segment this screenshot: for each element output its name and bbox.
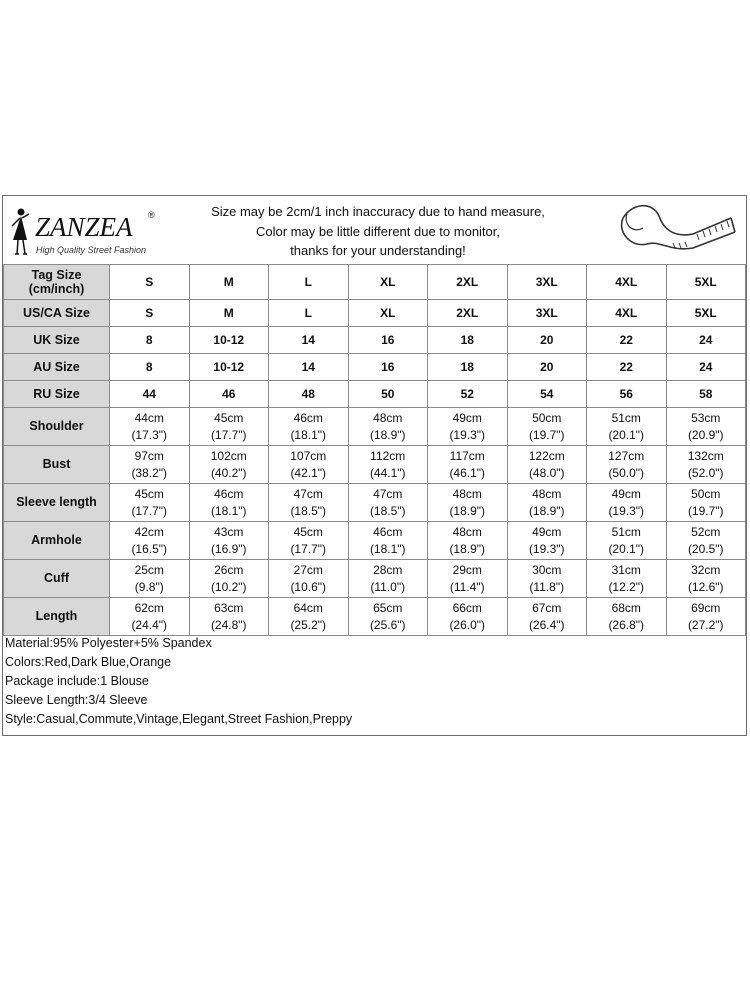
size-cell: 48 xyxy=(269,381,349,408)
size-cell: 52 xyxy=(428,381,508,408)
measure-cell xyxy=(428,408,508,446)
measure-cm: 45cm xyxy=(134,486,164,501)
measure-inch: (12.6") xyxy=(687,579,724,594)
row-label: Armhole xyxy=(4,522,110,560)
measure-cell xyxy=(348,560,428,598)
measure-cell xyxy=(666,408,746,446)
measure-inch: (52.0") xyxy=(687,465,724,480)
measure-cell xyxy=(348,598,428,636)
measure-cell xyxy=(110,408,190,446)
measure-inch: (16.5") xyxy=(131,541,168,556)
size-cell: 3XL xyxy=(507,300,587,327)
measure-cell xyxy=(348,408,428,446)
measuring-tape-icon xyxy=(613,198,743,262)
product-details xyxy=(3,634,746,729)
measure-cm: 53cm xyxy=(691,410,721,425)
measure-cm: 112cm xyxy=(370,448,406,463)
measure-inch: (18.1") xyxy=(210,503,247,518)
measure-cell xyxy=(587,560,667,598)
measure-cell xyxy=(269,446,349,484)
measure-cm: 49cm xyxy=(611,486,641,501)
brand-name: ZANZEA xyxy=(35,212,133,242)
size-cell: 2XL xyxy=(428,300,508,327)
measure-cm: 29cm xyxy=(452,562,482,577)
measure-inch: (10.6") xyxy=(290,579,327,594)
measure-inch: (10.2") xyxy=(210,579,247,594)
measure-inch: (26.8") xyxy=(608,617,645,632)
detail-package: Package include:1 Blouse xyxy=(5,674,149,688)
measure-cm: 102cm xyxy=(210,448,247,463)
row-label: Sleeve length xyxy=(4,484,110,522)
measure-inch: (20.9") xyxy=(687,427,724,442)
measure-cm: 27cm xyxy=(293,562,323,577)
size-cell: 16 xyxy=(348,327,428,354)
measure-cell xyxy=(110,484,190,522)
measure-cell xyxy=(189,522,269,560)
size-cell: 22 xyxy=(587,354,667,381)
size-cell: 4XL xyxy=(587,300,667,327)
detail-material: Material:95% Polyester+5% Spandex xyxy=(5,636,212,650)
measure-cell xyxy=(587,522,667,560)
size-cell: 5XL xyxy=(666,300,746,327)
measurement-notice xyxy=(173,202,583,261)
measure-cm: 50cm xyxy=(691,486,721,501)
measure-inch: (18.9") xyxy=(369,427,406,442)
measure-cm: 63cm xyxy=(214,600,244,615)
size-cell: 10-12 xyxy=(189,327,269,354)
measure-cell xyxy=(269,408,349,446)
measure-cm: 52cm xyxy=(691,524,721,539)
measure-cell xyxy=(666,446,746,484)
measure-cm: 49cm xyxy=(452,410,482,425)
measure-inch: (17.7") xyxy=(290,541,327,556)
chart-header xyxy=(3,196,746,265)
measure-inch: (27.2") xyxy=(687,617,724,632)
size-cell: 18 xyxy=(428,327,508,354)
measure-cell xyxy=(428,522,508,560)
measure-cell xyxy=(189,484,269,522)
measure-cell xyxy=(189,446,269,484)
measure-inch: (19.3") xyxy=(608,503,645,518)
size-cell: 8 xyxy=(110,354,190,381)
measure-cm: 43cm xyxy=(214,524,244,539)
size-cell: 18 xyxy=(428,354,508,381)
measure-cm: 51cm xyxy=(611,524,641,539)
measure-inch: (25.6") xyxy=(369,617,406,632)
measure-cm: 48cm xyxy=(452,524,482,539)
table-row xyxy=(4,354,746,381)
measure-inch: (25.2") xyxy=(290,617,327,632)
measure-cell xyxy=(666,522,746,560)
measure-cell xyxy=(428,446,508,484)
size-cell: S xyxy=(110,300,190,327)
registered-mark: ® xyxy=(148,210,155,220)
measure-cell xyxy=(507,522,587,560)
measure-cell xyxy=(269,522,349,560)
measure-cm: 25cm xyxy=(134,562,164,577)
measure-inch: (24.4") xyxy=(131,617,168,632)
size-cell: 58 xyxy=(666,381,746,408)
size-header-cell: L xyxy=(269,265,349,300)
measure-cm: 31cm xyxy=(611,562,641,577)
size-cell: XL xyxy=(348,300,428,327)
notice-line: Color may be little different due to monitor, xyxy=(256,223,500,239)
measure-cell xyxy=(189,598,269,636)
measure-inch: (9.8") xyxy=(134,579,164,594)
size-cell: 20 xyxy=(507,327,587,354)
row-label: UK Size xyxy=(4,327,110,354)
measure-cm: 47cm xyxy=(373,486,403,501)
measure-cm: 69cm xyxy=(691,600,721,615)
measure-cell xyxy=(348,522,428,560)
measure-cell xyxy=(348,484,428,522)
size-cell: 10-12 xyxy=(189,354,269,381)
size-cell: 24 xyxy=(666,354,746,381)
measure-cm: 127cm xyxy=(608,448,645,463)
size-cell: 14 xyxy=(269,327,349,354)
measure-cell xyxy=(428,560,508,598)
size-cell: 46 xyxy=(189,381,269,408)
size-cell: 22 xyxy=(587,327,667,354)
measure-cm: 42cm xyxy=(134,524,164,539)
measure-cm: 122cm xyxy=(528,448,565,463)
measure-cm: 64cm xyxy=(293,600,323,615)
measure-cell xyxy=(587,598,667,636)
measure-cm: 117cm xyxy=(449,448,485,463)
measure-cm: 46cm xyxy=(373,524,403,539)
row-label: Shoulder xyxy=(4,408,110,446)
detail-sleeve: Sleeve Length:3/4 Sleeve xyxy=(5,693,148,707)
measure-cell xyxy=(269,560,349,598)
measure-inch: (19.3") xyxy=(449,427,486,442)
size-cell: 54 xyxy=(507,381,587,408)
table-row xyxy=(4,522,746,560)
measure-inch: (38.2") xyxy=(131,465,168,480)
measure-inch: (44.1") xyxy=(369,465,406,480)
measure-inch: (17.7") xyxy=(131,503,168,518)
measure-cm: 46cm xyxy=(214,486,244,501)
measure-cm: 65cm xyxy=(373,600,403,615)
measure-inch: (19.3") xyxy=(528,541,565,556)
table-row xyxy=(4,300,746,327)
notice-line: Size may be 2cm/1 inch inaccuracy due to hand measure, xyxy=(211,204,545,219)
notice-line: thanks for your understanding! xyxy=(290,243,466,258)
size-header-cell: 2XL xyxy=(428,265,508,300)
size-cell: 50 xyxy=(348,381,428,408)
row-label xyxy=(4,265,110,300)
measure-inch: (19.7") xyxy=(687,503,724,518)
measure-cm: 107cm xyxy=(290,448,327,463)
row-label: RU Size xyxy=(4,381,110,408)
measure-cell xyxy=(507,484,587,522)
measure-cell xyxy=(666,598,746,636)
table-row-tag-size xyxy=(4,265,746,300)
measure-inch: (11.0") xyxy=(370,579,406,594)
size-header-cell: 3XL xyxy=(507,265,587,300)
measure-inch: (17.7") xyxy=(210,427,247,442)
measure-inch: (20.1") xyxy=(608,427,645,442)
measure-cell xyxy=(507,598,587,636)
measure-cm: 28cm xyxy=(373,562,403,577)
measure-inch: (16.9") xyxy=(210,541,247,556)
size-cell: 8 xyxy=(110,327,190,354)
measure-cell xyxy=(110,522,190,560)
measure-inch: (11.4") xyxy=(449,579,485,594)
measure-cell xyxy=(269,598,349,636)
size-cell: 56 xyxy=(587,381,667,408)
measure-inch: (12.2") xyxy=(608,579,645,594)
measure-inch: (18.9") xyxy=(449,541,486,556)
measure-cm: 51cm xyxy=(611,410,641,425)
measure-cm: 32cm xyxy=(691,562,721,577)
size-cell: 24 xyxy=(666,327,746,354)
measure-cm: 132cm xyxy=(687,448,724,463)
measure-inch: (40.2") xyxy=(210,465,247,480)
size-header-cell: S xyxy=(110,265,190,300)
row-label: Length xyxy=(4,598,110,636)
measure-cm: 45cm xyxy=(293,524,323,539)
measure-inch: (19.7") xyxy=(528,427,565,442)
measure-cell xyxy=(507,560,587,598)
measure-cm: 48cm xyxy=(532,486,562,501)
measure-cm: 45cm xyxy=(214,410,244,425)
measure-inch: (17.3") xyxy=(131,427,168,442)
measure-inch: (24.8") xyxy=(210,617,247,632)
measure-cm: 30cm xyxy=(532,562,562,577)
measure-inch: (48.0") xyxy=(528,465,565,480)
measure-cell xyxy=(587,484,667,522)
measure-cm: 68cm xyxy=(611,600,641,615)
measure-cm: 62cm xyxy=(134,600,164,615)
measure-cell xyxy=(428,484,508,522)
measure-cm: 46cm xyxy=(293,410,323,425)
measure-cell xyxy=(189,408,269,446)
measure-cell xyxy=(110,598,190,636)
measure-cell xyxy=(507,446,587,484)
measure-cm: 48cm xyxy=(452,486,482,501)
measure-cell xyxy=(507,408,587,446)
measure-inch: (18.9") xyxy=(528,503,565,518)
size-cell: 20 xyxy=(507,354,587,381)
measure-cm: 26cm xyxy=(214,562,244,577)
measure-inch: (46.1") xyxy=(449,465,486,480)
measure-inch: (26.0") xyxy=(449,617,486,632)
size-header-cell: 5XL xyxy=(666,265,746,300)
brand-logo xyxy=(7,202,167,258)
size-chart xyxy=(2,195,747,736)
size-table xyxy=(3,264,746,636)
measure-inch: (18.9") xyxy=(449,503,486,518)
size-header-cell: M xyxy=(189,265,269,300)
fashion-figure-icon xyxy=(9,206,35,258)
measure-cell xyxy=(587,408,667,446)
measure-cell xyxy=(587,446,667,484)
measure-cm: 47cm xyxy=(293,486,323,501)
detail-colors: Colors:Red,Dark Blue,Orange xyxy=(5,655,172,669)
size-cell: 16 xyxy=(348,354,428,381)
table-row xyxy=(4,560,746,598)
size-header-cell: XL xyxy=(348,265,428,300)
measure-inch: (11.8") xyxy=(529,579,565,594)
size-header-cell: 4XL xyxy=(587,265,667,300)
size-cell: 44 xyxy=(110,381,190,408)
table-row xyxy=(4,408,746,446)
row-label: Bust xyxy=(4,446,110,484)
measure-cell xyxy=(348,446,428,484)
measure-inch: (18.5") xyxy=(290,503,327,518)
measure-inch: (20.1") xyxy=(608,541,645,556)
measure-inch: (18.1") xyxy=(290,427,327,442)
measure-cell xyxy=(110,446,190,484)
measure-cm: 66cm xyxy=(452,600,482,615)
measure-cell xyxy=(189,560,269,598)
measure-inch: (18.1") xyxy=(369,541,406,556)
measure-cell xyxy=(666,560,746,598)
measure-cell xyxy=(110,560,190,598)
measure-inch: (42.1") xyxy=(290,465,327,480)
measure-cm: 49cm xyxy=(532,524,562,539)
size-cell: M xyxy=(189,300,269,327)
measure-inch: (50.0") xyxy=(608,465,645,480)
measure-cell xyxy=(666,484,746,522)
measure-cell xyxy=(428,598,508,636)
table-row xyxy=(4,381,746,408)
measure-inch: (20.5") xyxy=(687,541,724,556)
measure-cm: 44cm xyxy=(134,410,164,425)
row-label: AU Size xyxy=(4,354,110,381)
size-cell: 14 xyxy=(269,354,349,381)
measure-cm: 67cm xyxy=(532,600,562,615)
measure-cm: 50cm xyxy=(532,410,562,425)
table-row xyxy=(4,484,746,522)
measure-cm: 97cm xyxy=(134,448,164,463)
tag-size-label: Tag Size (cm/inch) xyxy=(28,268,85,296)
measure-cm: 48cm xyxy=(373,410,403,425)
measure-inch: (26.4") xyxy=(528,617,565,632)
size-cell: L xyxy=(269,300,349,327)
row-label: Cuff xyxy=(4,560,110,598)
row-label: US/CA Size xyxy=(4,300,110,327)
table-row xyxy=(4,327,746,354)
table-row xyxy=(4,446,746,484)
measure-inch: (18.5") xyxy=(369,503,406,518)
measure-cell xyxy=(269,484,349,522)
brand-tagline: High Quality Street Fashion xyxy=(36,245,147,255)
table-row xyxy=(4,598,746,636)
detail-style: Style:Casual,Commute,Vintage,Elegant,Street Fashion,Preppy xyxy=(5,712,353,726)
